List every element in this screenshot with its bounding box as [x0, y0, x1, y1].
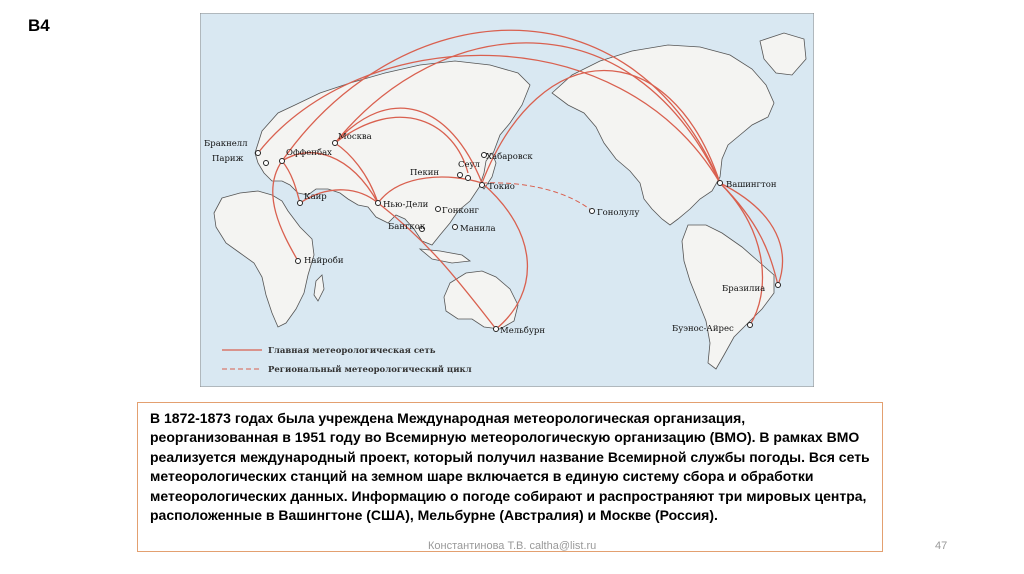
label-melbourne: Мельбурн	[500, 326, 545, 336]
marker-melbourne	[494, 327, 499, 332]
label-bangkok: Бангкок	[388, 222, 426, 232]
marker-nairobi	[296, 259, 301, 264]
label-seoul: Сеул	[458, 160, 480, 170]
label-nairobi: Найроби	[304, 256, 344, 266]
marker-beijing	[458, 173, 463, 178]
label-cairo: Каир	[304, 192, 327, 202]
world-map	[200, 13, 814, 387]
marker-cairo	[298, 201, 303, 206]
slide-label: В4	[28, 16, 50, 35]
label-hongkong: Гонконг	[442, 206, 479, 216]
description-box	[137, 402, 883, 552]
marker-hongkong	[436, 207, 441, 212]
legend-regional-label: Региональный метеорологический цикл	[268, 365, 472, 375]
marker-tokyo	[480, 183, 485, 188]
marker-honolulu	[590, 209, 595, 214]
marker-newdelhi	[376, 201, 381, 206]
marker-bracknell	[256, 151, 261, 156]
footer-author: Константинова Т.В. caltha@list.ru	[428, 540, 597, 552]
marker-seoul	[466, 176, 471, 181]
marker-brasilia	[776, 283, 781, 288]
description-text: В 1872-1873 годах была учреждена Международная метеорологическая организация, реорганизованная в 1951 году во Всемирную метеорологическую организацию (ВМО). В рамках ВМО реализуется международный проект, который получил название Всемирной службы погоды. Вся сеть метеорологических станций на земном шаре включается в единую систему сбора и обработки метеорологических данных. Информацию о погоде собирают и распространяют три мировых центра, расположенные в Вашингтоне (США), Мельбурне (Австралия) и Москве (Россия).	[150, 410, 870, 524]
marker-offenbach	[280, 159, 285, 164]
marker-manila	[453, 225, 458, 230]
marker-paris	[264, 161, 269, 166]
label-beijing: Пекин	[410, 168, 440, 178]
label-paris: Париж	[212, 154, 244, 164]
label-moscow: Москва	[338, 132, 372, 142]
label-bracknell: Бракнелл	[204, 139, 248, 149]
marker-washington	[718, 181, 723, 186]
label-buenosaires: Буэнос-Айрес	[672, 324, 734, 334]
label-honolulu: Гонолулу	[597, 208, 640, 218]
label-newdelhi: Нью-Дели	[383, 200, 429, 210]
label-khabarovsk: Хабаровск	[486, 152, 533, 162]
label-washington: Вашингтон	[726, 180, 777, 190]
marker-buenosaires	[748, 323, 753, 328]
label-tokyo: Токио	[488, 182, 515, 192]
label-manila: Манила	[460, 224, 496, 234]
legend-main-label: Главная метеорологическая сеть	[268, 346, 436, 356]
marker-moscow	[333, 141, 338, 146]
label-offenbach: Оффенбах	[286, 148, 332, 158]
page-number: 47	[935, 540, 948, 552]
label-brasilia: Бразилиа	[722, 284, 766, 294]
